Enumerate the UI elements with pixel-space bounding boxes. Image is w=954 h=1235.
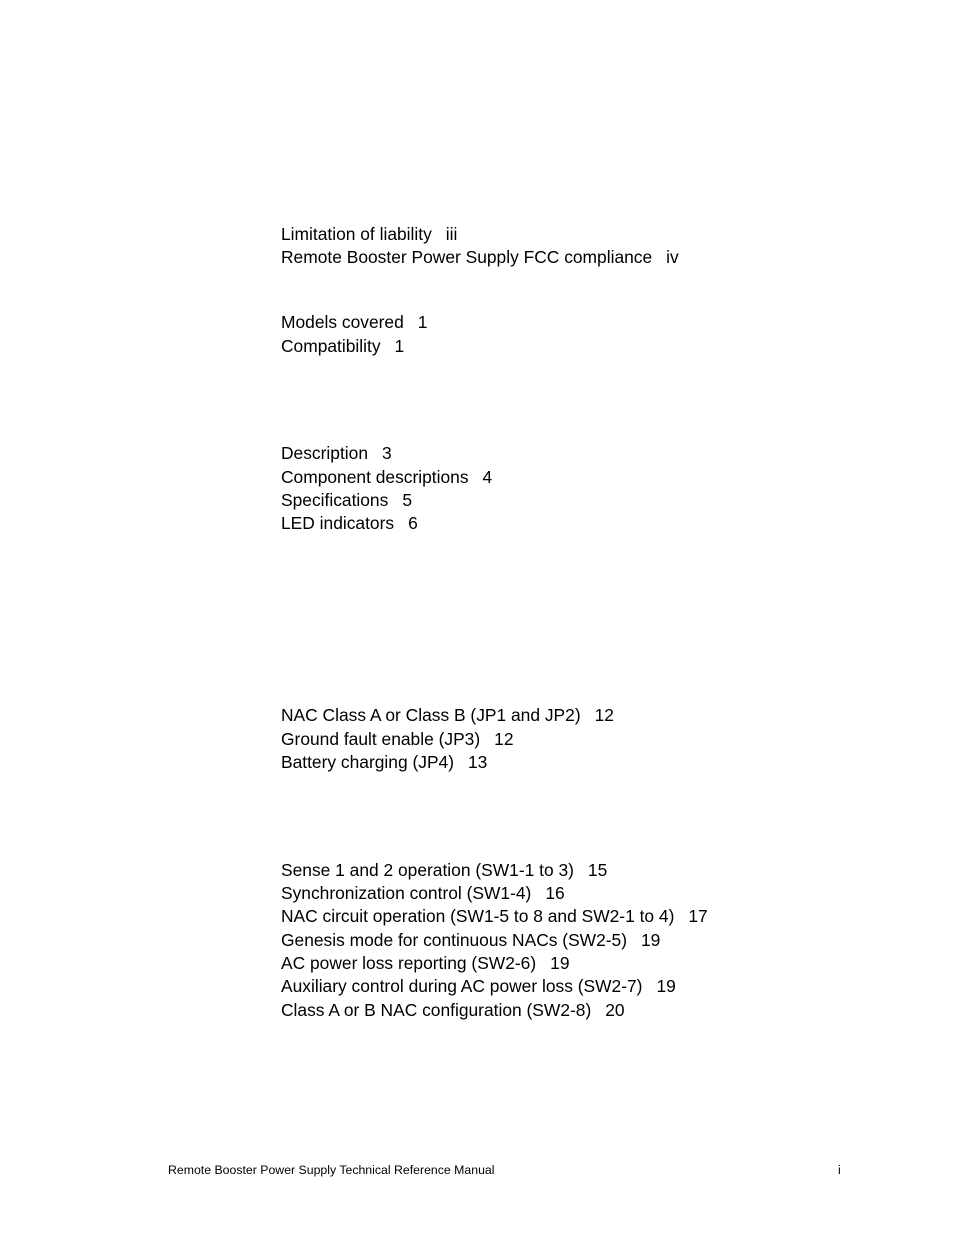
toc-entry[interactable] [281, 860, 607, 880]
toc-entry-title: Class A or B NAC configuration (SW2-8) [281, 1000, 592, 1020]
toc-entry[interactable] [281, 443, 392, 463]
toc-entry-page: 1 [394, 336, 405, 356]
toc-entry-title: Battery charging (JP4) [281, 752, 455, 772]
toc-entry-title: Auxiliary control during AC power loss (SW2-7) [281, 976, 643, 996]
toc-entry-title: Component descriptions [281, 467, 469, 487]
toc-entry-page: 4 [482, 467, 493, 487]
toc-entry-page: 6 [408, 513, 418, 533]
toc-entry[interactable] [281, 883, 565, 903]
toc-entry-page: 12 [494, 729, 514, 749]
toc-entry-page: 12 [594, 705, 614, 725]
toc-entry-page: 3 [382, 443, 392, 463]
toc-entry-title: Synchronization control (SW1-4) [281, 883, 532, 903]
toc-entry-page: 15 [587, 860, 608, 880]
toc-entry[interactable] [281, 312, 427, 332]
toc-entry-title: Compatibility [281, 336, 381, 356]
toc-entry-title: Remote Booster Power Supply FCC compliance [281, 247, 653, 267]
toc-entry-title: Models covered [281, 312, 404, 332]
toc-entry-title: Sense 1 and 2 operation (SW1-1 to 3) [281, 860, 574, 880]
toc-entry-title: Specifications [281, 490, 389, 510]
toc-entry[interactable] [281, 729, 514, 749]
toc-entry-page: 16 [545, 883, 565, 903]
toc-entry[interactable] [281, 224, 457, 244]
toc-entry-title: LED indicators [281, 513, 395, 533]
toc-entry[interactable] [281, 1000, 625, 1020]
toc-entry-page: 5 [402, 490, 412, 510]
toc-entry-page: 19 [656, 976, 676, 996]
toc-entry-page: 19 [641, 930, 661, 950]
toc-entry[interactable] [281, 752, 487, 772]
toc-entry[interactable] [281, 490, 412, 510]
toc-entry-page: iii [445, 224, 458, 244]
toc-entry-title: Genesis mode for continuous NACs (SW2-5) [281, 930, 628, 950]
toc-entry[interactable] [281, 336, 404, 356]
toc-entry-page: 1 [417, 312, 428, 332]
toc-entry-page: 17 [688, 906, 708, 926]
footer-manual-title: Remote Booster Power Supply Technical Reference Manual [168, 1163, 495, 1177]
toc-entry[interactable] [281, 906, 708, 926]
toc-entry[interactable] [281, 976, 676, 996]
toc-entry-page: iv [666, 247, 679, 267]
toc-entry-page: 20 [605, 1000, 625, 1020]
footer-page-number: i [838, 1163, 841, 1177]
toc-entry[interactable] [281, 247, 679, 267]
toc-entry-title: Limitation of liability [281, 224, 432, 244]
toc-entry-title: NAC Class A or Class B (JP1 and JP2) [281, 705, 581, 725]
toc-entry[interactable] [281, 467, 492, 487]
toc-entry-title: NAC circuit operation (SW1-5 to 8 and SW2-1 to 4) [281, 906, 675, 926]
toc-entry[interactable] [281, 705, 614, 725]
toc-entry-title: AC power loss reporting (SW2-6) [281, 953, 537, 973]
toc-entry-title: Description [281, 443, 368, 463]
toc-entry[interactable] [281, 513, 418, 533]
toc-entry[interactable] [281, 930, 660, 950]
toc-entry-page: 13 [468, 752, 488, 772]
toc-entry[interactable] [281, 953, 570, 973]
toc-entry-title: Ground fault enable (JP3) [281, 729, 481, 749]
toc-entry-page: 19 [550, 953, 570, 973]
